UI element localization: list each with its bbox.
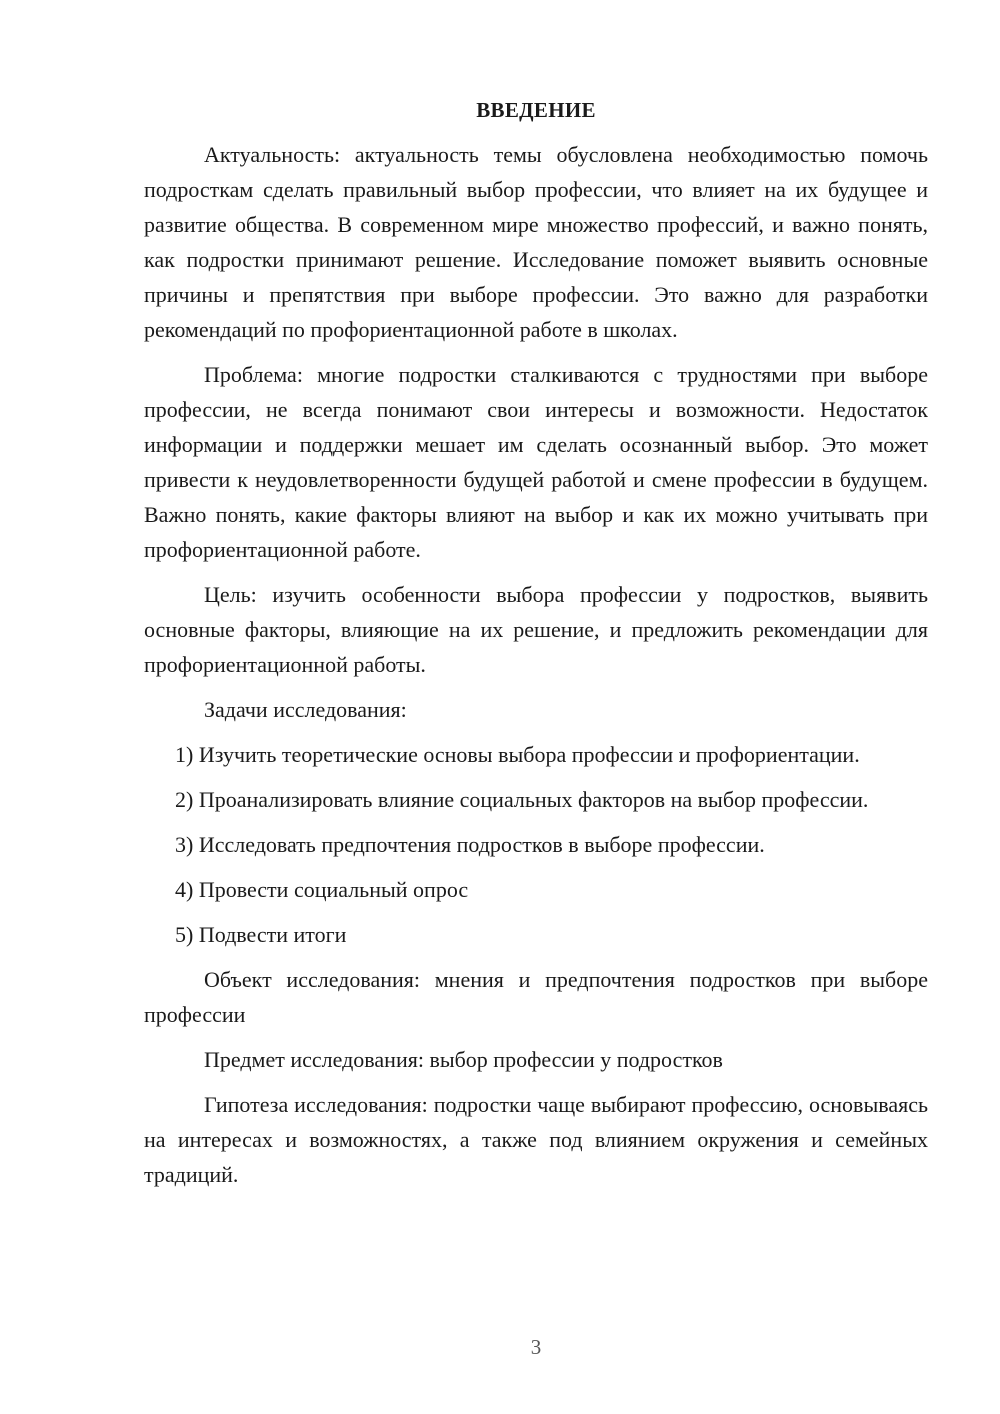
relevance-paragraph: Актуальность: актуальность темы обусловлена необходимостью помочь подросткам сделать правильный выбор профессии, что влияет на их будущее и развитие общества. В современном мире множество профессий, и важно понять, как подростки принимают решение. Исследование поможет выявить основные причины и препятствия при выборе профессии. Это важно для разработки рекомендаций по профориентационной работе в школах.: [144, 142, 928, 342]
task-item-2: 2) Проанализировать влияние социальных факторов на выбор профессии.: [175, 787, 869, 812]
task-item-5: 5) Подвести итоги: [175, 922, 347, 947]
hypothesis-paragraph: Гипотеза исследования: подростки чаще выбирают профессию, основываясь на интересах и возможностях, а также под влиянием окружения и семейных традиций.: [144, 1092, 928, 1187]
task-item-3: 3) Исследовать предпочтения подростков в выборе профессии.: [175, 832, 765, 857]
goal-paragraph: Цель: изучить особенности выбора профессии у подростков, выявить основные факторы, влияющие на их решение, и предложить рекомендации для профориентационной работы.: [144, 582, 928, 677]
task-item-1: 1) Изучить теоретические основы выбора профессии и профориентации.: [175, 742, 860, 767]
section-title: ВВЕДЕНИЕ: [476, 98, 596, 122]
problem-paragraph: Проблема: многие подростки сталкиваются с трудностями при выборе профессии, не всегда понимают свои интересы и возможности. Недостаток информации и поддержки мешает им сделать осознанный выбор. Это может привести к неудовлетворенности будущей работой и смене профессии в будущем. Важно понять, какие факторы влияют на выбор и как их можно учитывать при профориентационной работе.: [144, 362, 928, 562]
research-subject-paragraph: Предмет исследования: выбор профессии у подростков: [204, 1047, 723, 1072]
research-object-paragraph: Объект исследования: мнения и предпочтения подростков при выборе профессии: [144, 967, 928, 1027]
page-number: 3: [530, 1335, 542, 1359]
tasks-heading: Задачи исследования:: [204, 697, 407, 722]
task-item-4: 4) Провести социальный опрос: [175, 877, 469, 902]
document-page: [144, 95, 928, 1202]
